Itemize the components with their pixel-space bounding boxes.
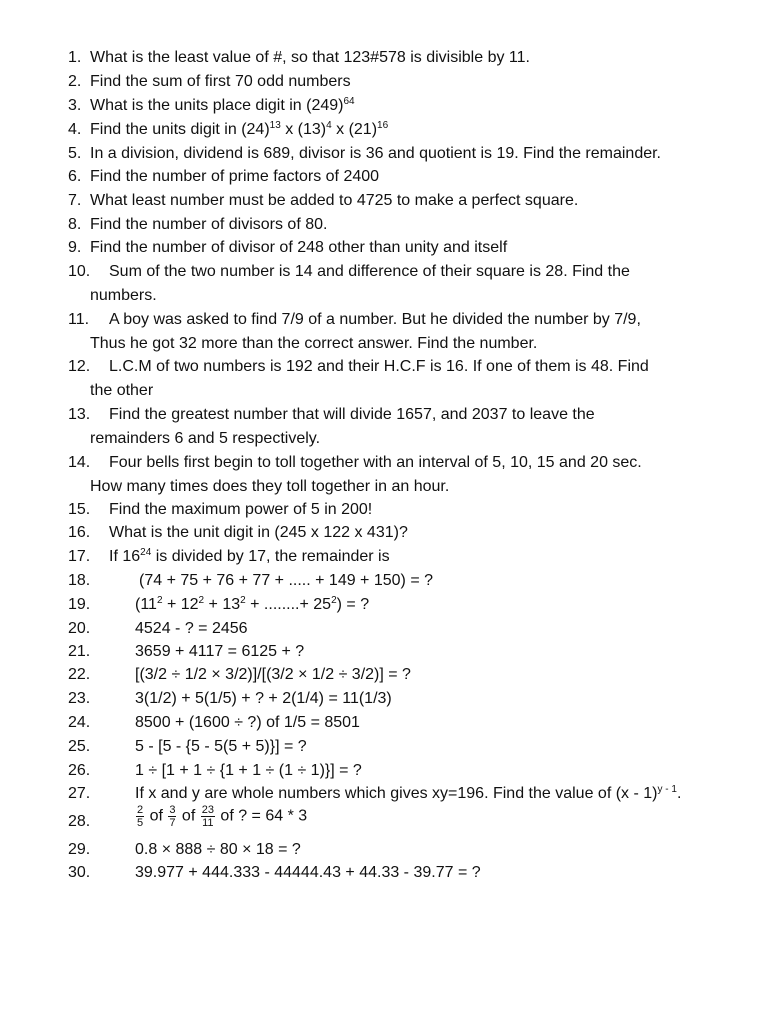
exponent: 64 [343, 96, 355, 107]
question-number: 6. [68, 168, 82, 185]
question-number: 23. [68, 690, 91, 707]
question-text-continued: the other [90, 382, 154, 399]
question-text: Find the number of prime factors of 2400 [90, 168, 380, 185]
question-number: 2. [68, 73, 82, 90]
question-number: 20. [68, 620, 91, 637]
question-number: 13. [68, 406, 91, 423]
question-text: 4524 - ? = 2456 [135, 620, 248, 637]
question-text: Find the number of divisors of 80. [90, 216, 328, 233]
question-text: L.C.M of two numbers is 192 and their H.C.F is 16. If one of them is 48. Find [109, 358, 649, 375]
question-number: 21. [68, 643, 91, 660]
question-text: Find the greatest number that will divide 1657, and 2037 to leave the [109, 406, 595, 423]
question-number: 3. [68, 97, 82, 114]
question-text: ($11^2 + 12^2 + 13^2$ + ........+ $25^2$) = ? [135, 595, 370, 613]
question-number: 26. [68, 762, 91, 779]
fraction: $\frac{3}{7}$ [169, 804, 176, 829]
question-number: 30. [68, 864, 91, 881]
question-number: 1. [68, 49, 82, 66]
question-number: 27. [68, 785, 91, 802]
question-text-continued: Thus he got 32 more than the correct answer. Find the number. [90, 335, 538, 352]
question-text: (74 + 75 + 76 + 77 + ..... + 149 + 150) = ? [139, 572, 433, 589]
question-number: 9. [68, 239, 82, 256]
question-text: Four bells first begin to toll together with an interval of 5, 10, 15 and 20 sec. [109, 454, 642, 471]
question-text: If x and y are whole numbers which gives xy=196. Find the value of (x - 1)$^{y - 1}$. [135, 784, 682, 802]
question-text: Find the number of divisor of 248 other than unity and itself [90, 239, 508, 256]
question-number: 28. [68, 813, 91, 830]
question-number: 5. [68, 145, 82, 162]
question-text: What least number must be added to 4725 to make a perfect square. [90, 192, 579, 209]
question-number: 17. [68, 548, 91, 565]
question-number: 14. [68, 454, 91, 471]
question-text: 3659 + 4117 = 6125 + ? [135, 643, 305, 660]
question-text: 0.8 × 888 ÷ 80 × 18 = ? [135, 841, 301, 858]
question-text: Sum of the two number is 14 and difference of their square is 28. Find the [109, 263, 630, 280]
question-text: Find the sum of first 70 odd numbers [90, 73, 351, 90]
question-text: 8500 + (1600 ÷ ?) of 1/5 = 8501 [135, 714, 360, 731]
question-text: Find the units digit in $(24)^{13}$ x $(13)^4$ x $(21)^{16}$ [90, 120, 389, 138]
question-number: 24. [68, 714, 91, 731]
question-number: 18. [68, 572, 91, 589]
question-number: 25. [68, 738, 91, 755]
question-number: 8. [68, 216, 82, 233]
fraction: $\frac{2}{5}$ [137, 804, 144, 829]
question-number: 11. [68, 311, 90, 328]
question-text: In a division, dividend is 689, divisor is 36 and quotient is 19. Find the remainder. [90, 145, 661, 162]
question-text: What is the units place digit in $(249)^{64}$ [90, 96, 355, 114]
question-number: 15. [68, 501, 91, 518]
question-text: If $16^{24}$ is divided by 17, the remainder is [109, 547, 390, 565]
question-text-continued: remainders 6 and 5 respectively. [90, 430, 321, 447]
question-number: 7. [68, 192, 82, 209]
question-text: [(3/2 ÷ 1/2 × 3/2)]/[(3/2 × 1/2 ÷ 3/2)] = ? [135, 666, 411, 683]
question-text: Find the maximum power of 5 in 200! [109, 501, 373, 518]
question-text: 3(1/2) + 5(1/5) + ? + 2(1/4) = 11(1/3) [135, 690, 392, 707]
question-text: What is the least value of #, so that 123#578 is divisible by 11. [90, 49, 530, 66]
question-text: What is the unit digit in (245 x 122 x 431)? [109, 524, 408, 541]
question-number: 10. [68, 263, 91, 280]
question-number: 4. [68, 121, 82, 138]
question-number: 19. [68, 596, 91, 613]
question-number: 22. [68, 666, 91, 683]
fraction: $\frac{23}{11}$ [201, 804, 214, 829]
question-text: 5 - [5 - {5 - 5(5 + 5)}] = ? [135, 738, 307, 755]
question-text: $\frac{2}{5}$ of $\frac{3}{7}$ of $\frac{23}{11}$ of ? = 64 * 3 [137, 804, 308, 829]
question-number: 12. [68, 358, 91, 375]
question-text-continued: How many times does they toll together in an hour. [90, 478, 450, 495]
question-text: 39.977 + 444.333 - 44444.43 + 44.33 - 39.77 = ? [135, 864, 481, 881]
question-text: A boy was asked to find 7/9 of a number. But he divided the number by 7/9, [109, 311, 641, 328]
question-text-continued: numbers. [90, 287, 157, 304]
question-number: 29. [68, 841, 91, 858]
question-text: 1 ÷ [1 + 1 ÷ {1 + 1 ÷ (1 ÷ 1)}] = ? [135, 762, 362, 779]
question-number: 16. [68, 524, 91, 541]
